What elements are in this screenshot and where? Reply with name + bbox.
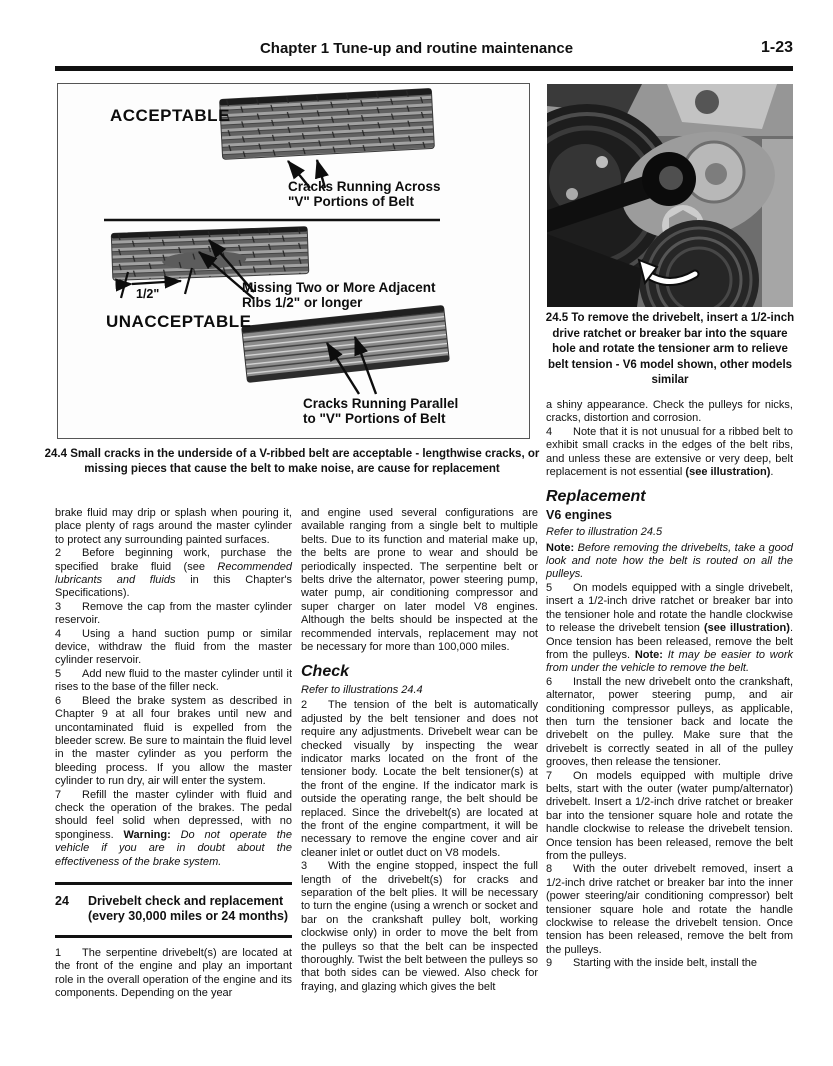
header-rule [55,66,793,71]
body-paragraph [546,770,793,864]
text-run: Warning: [123,828,171,841]
text-run: Do not operate the vehicle if you are in doubt about the effectiveness of the brake system. [55,828,293,868]
figure-24-5-caption: 24.5 To remove the drivebelt, insert a 1/2-inch drive ratchet or breaker bar into the square hole and rotate the tensioner arm to relieve belt tension - V6 model shown, other models similar [545,312,795,386]
body-paragraph [546,582,793,676]
body-paragraph [55,628,292,668]
text-run: Using a hand suction pump or similar device, withdraw the fluid from the master cylinder reservoir. [55,627,292,667]
subsection-heading: Replacement [546,488,646,506]
body-paragraph [546,542,793,582]
text-run: a shiny appearance. Check the pulleys for nicks, cracks, distortion and corrosion. [546,399,793,425]
belt-diagram-art [58,84,527,436]
text-run: Install the new drivebelt onto the crankshaft, alternator, power steering pump, and air conditioning compressor pulleys, as applicable, then turn the tensioner back and locate the drivebelt on the pulley. Make sure that the drivebelt is correctly seated in all of the pulley grooves, then release the tensioner. [546,675,793,769]
label-acceptable: ACCEPTABLE [110,106,230,125]
text-run: On models equipped with a single drivebelt, insert a 1/2-inch drive ratchet or breaker bar into the tensioner hole and rotate the handle clockwise to release the drivebelt tension [546,581,793,635]
page-number: 1-23 [760,39,793,56]
step-number: 6 [55,694,62,707]
text-run: . Once tension has been released, remove the belt from the pulleys. [546,622,793,661]
body-paragraph [55,668,292,695]
label-cracks-across-line1: Cracks Running Across [288,179,441,194]
text-run: It may be easier to work from under the vehicle to remove the belt. [546,648,793,675]
label-cracks-across-line2: "V" Portions of Belt [288,194,415,210]
text-run: Recommended lubricants and fluids [55,560,292,587]
chapter-header: Chapter 1 Tune-up and routine maintenance [259,40,574,57]
section-title [88,894,288,925]
step-number: 7 [55,788,62,801]
subsection-heading: Check [301,663,350,681]
step-number: 2 [301,699,308,712]
body-paragraph [55,507,292,547]
step-number: 3 [301,860,308,873]
text-run: Add new fluid to the master cylinder until it rises to the base of the filler neck. [55,667,292,694]
body-paragraph [546,676,793,770]
step-number: 4 [546,425,553,438]
text-run: The serpentine drivebelt(s) are located at the front of the engine and play an important role in the overall operation of the engine and its components. Depending on the year [55,946,292,1000]
text-run: brake fluid may drip or splash when pouring it, place plenty of rags around the master cylinder to protect any surrounding painted surfaces. [55,507,292,546]
body-paragraph [546,957,793,970]
sub-subsection-heading: V6 engines [546,507,612,522]
body-paragraph [546,399,793,426]
section-title-line: (every 30,000 miles or 24 months) [88,909,289,924]
figure-24-4-caption: 24.4 Small cracks in the underside of a V-ribbed belt are acceptable - lengthwise cracks, or missing pieces that cause the belt to make noise, are cause for replacement [44,448,540,475]
section-title-line: Drivebelt check and replacement [88,893,284,908]
text-run: and engine used several configurations are available ranging from a single belt to multiple belts. Due to its function and material make up, the belts are prone to wear and should be periodically inspected. The serpentine belt or belts drive the alternator, power steering pump, water pump, air conditioning compressor and super charger on later model V8 engines. Although the belts should be inspected at the recommended intervals, replacement may not be necessary for more than 100,000 miles. [301,507,538,654]
text-run: Remove the cap from the master cylinder reservoir. [55,600,292,627]
text-run: Refill the master cylinder with fluid and check the operation of the brakes. The pedal should feel solid when depressed, with no sponginess. [55,788,292,841]
column-right [546,399,793,971]
body-paragraph [55,547,292,601]
column-left [55,507,292,1001]
text-run: . [770,466,774,479]
text-run: The tension of the belt is automatically adjusted by the belt tensioner and does not require any adjustments. Drivebelt wear can be checked visually by inspecting the wear indicator marks located on the front of the tensioner body. Locate the belt tensioner(s) at the front of the engine. If the indicator mark is outside the operating range, the belt should be replaced. Since the drivebelt(s) are located at the front of the engine compartment, it will be necessary to remove the engine cover and air cleaner inlet or outlet duct on V8 models. [301,699,538,859]
text-run: With the engine stopped, inspect the full length of the drivebelt(s) for cracks and separation of the belt plies. It will be necessary to turn the engine (using a wrench or socket and bar on the crankshaft pulley bolt, working clockwise only) in order to move the belt from the pulleys so that the belt can be inspected thoroughly. Twist the belt between the pulleys so that both sides can be viewed. Also check for fraying, and glazing which gives the belt [301,860,538,993]
step-number: 8 [546,863,553,876]
step-number: 2 [55,547,62,560]
body-paragraph [55,695,292,789]
step-number: 9 [546,957,553,970]
label-cracks-parallel-line1: Cracks Running Parallel [303,396,459,411]
body-paragraph [301,699,538,860]
step-number: 6 [546,675,553,688]
refer-to-illustration: Refer to illustration 24.5 [546,526,663,539]
step-number: 3 [55,600,62,613]
body-paragraph [301,507,538,654]
body-paragraph [55,601,292,628]
label-missing-ribs-line2: Ribs 1/2" or longer [242,295,363,311]
step-number: 1 [55,946,62,959]
body-paragraph [55,947,292,1001]
label-half-inch: 1/2" [136,287,160,301]
engine-photo-art [547,84,793,307]
label-missing-ribs-line1: Missing Two or More Adjacent [242,280,436,295]
column-middle [301,507,538,994]
step-number: 7 [546,769,553,782]
label-unacceptable: UNACCEPTABLE [106,312,252,331]
step-number: 5 [55,667,62,680]
text-run: Starting with the inside belt, install the [573,957,758,970]
text-run [171,829,181,841]
text-run: (see illustration) [703,622,790,635]
body-paragraph [546,863,793,957]
text-run: (see illustration) [685,466,771,479]
refer-to-illustration: Refer to illustrations 24.4 [301,683,423,696]
figure-24-4 [57,83,530,439]
body-paragraph [55,789,292,869]
body-paragraph [546,426,793,480]
label-cracks-parallel-line2: to "V" Portions of Belt [303,411,446,427]
text-run: Note: [546,541,575,554]
step-number: 4 [55,627,62,640]
figure-24-5-photo [547,84,793,307]
section-number: 24 [55,893,69,908]
body-paragraph [301,860,538,994]
belt-missing-ribs [111,227,309,281]
text-run: in this Chapter's Specifications). [55,574,292,600]
text-run: Bleed the brake system as described in Chapter 9 at all four brakes until new and uncontaminated fluid is expelled from the bleeder screw. Be sure to maintain the fluid level in the master cylinder as you perform the bleeding process. If you allow the master cylinder to run dry, air will enter the system. [55,694,292,788]
step-number: 5 [546,581,553,594]
text-run: Note: [634,648,663,661]
section-heading-box [55,882,292,938]
text-run: On models equipped with multiple drive belts, start with the outer (water pump/alternator) drivebelt. Insert a 1/2-inch drive ratchet or breaker bar into the tensioner square hole and rotate the handle clockwise to release the drivebelt tension. Once tension has been released, remove the belt from the pulleys. [546,769,793,862]
text-run: With the outer drivebelt removed, insert a 1/2-inch drive ratchet or breaker bar into the inner (power steering/air conditioning compressor) belt tensioner square hole and rotate the handle clockwise to release the drivebelt tension. Once tension has been released, remove the belt from the pulleys. [546,863,793,956]
text-run: Note that it is not unusual for a ribbed belt to exhibit small cracks in the edges of the belt ribs, and unless these are extensive or very deep, belt replacement is not essential [546,425,793,479]
belt-acceptable [220,88,435,159]
text-run: Before removing the drivebelts, take a good look and note how the belt is routed on all the pulleys. [546,541,793,581]
text-run: Before beginning work, purchase the specified brake fluid (see [55,547,292,573]
